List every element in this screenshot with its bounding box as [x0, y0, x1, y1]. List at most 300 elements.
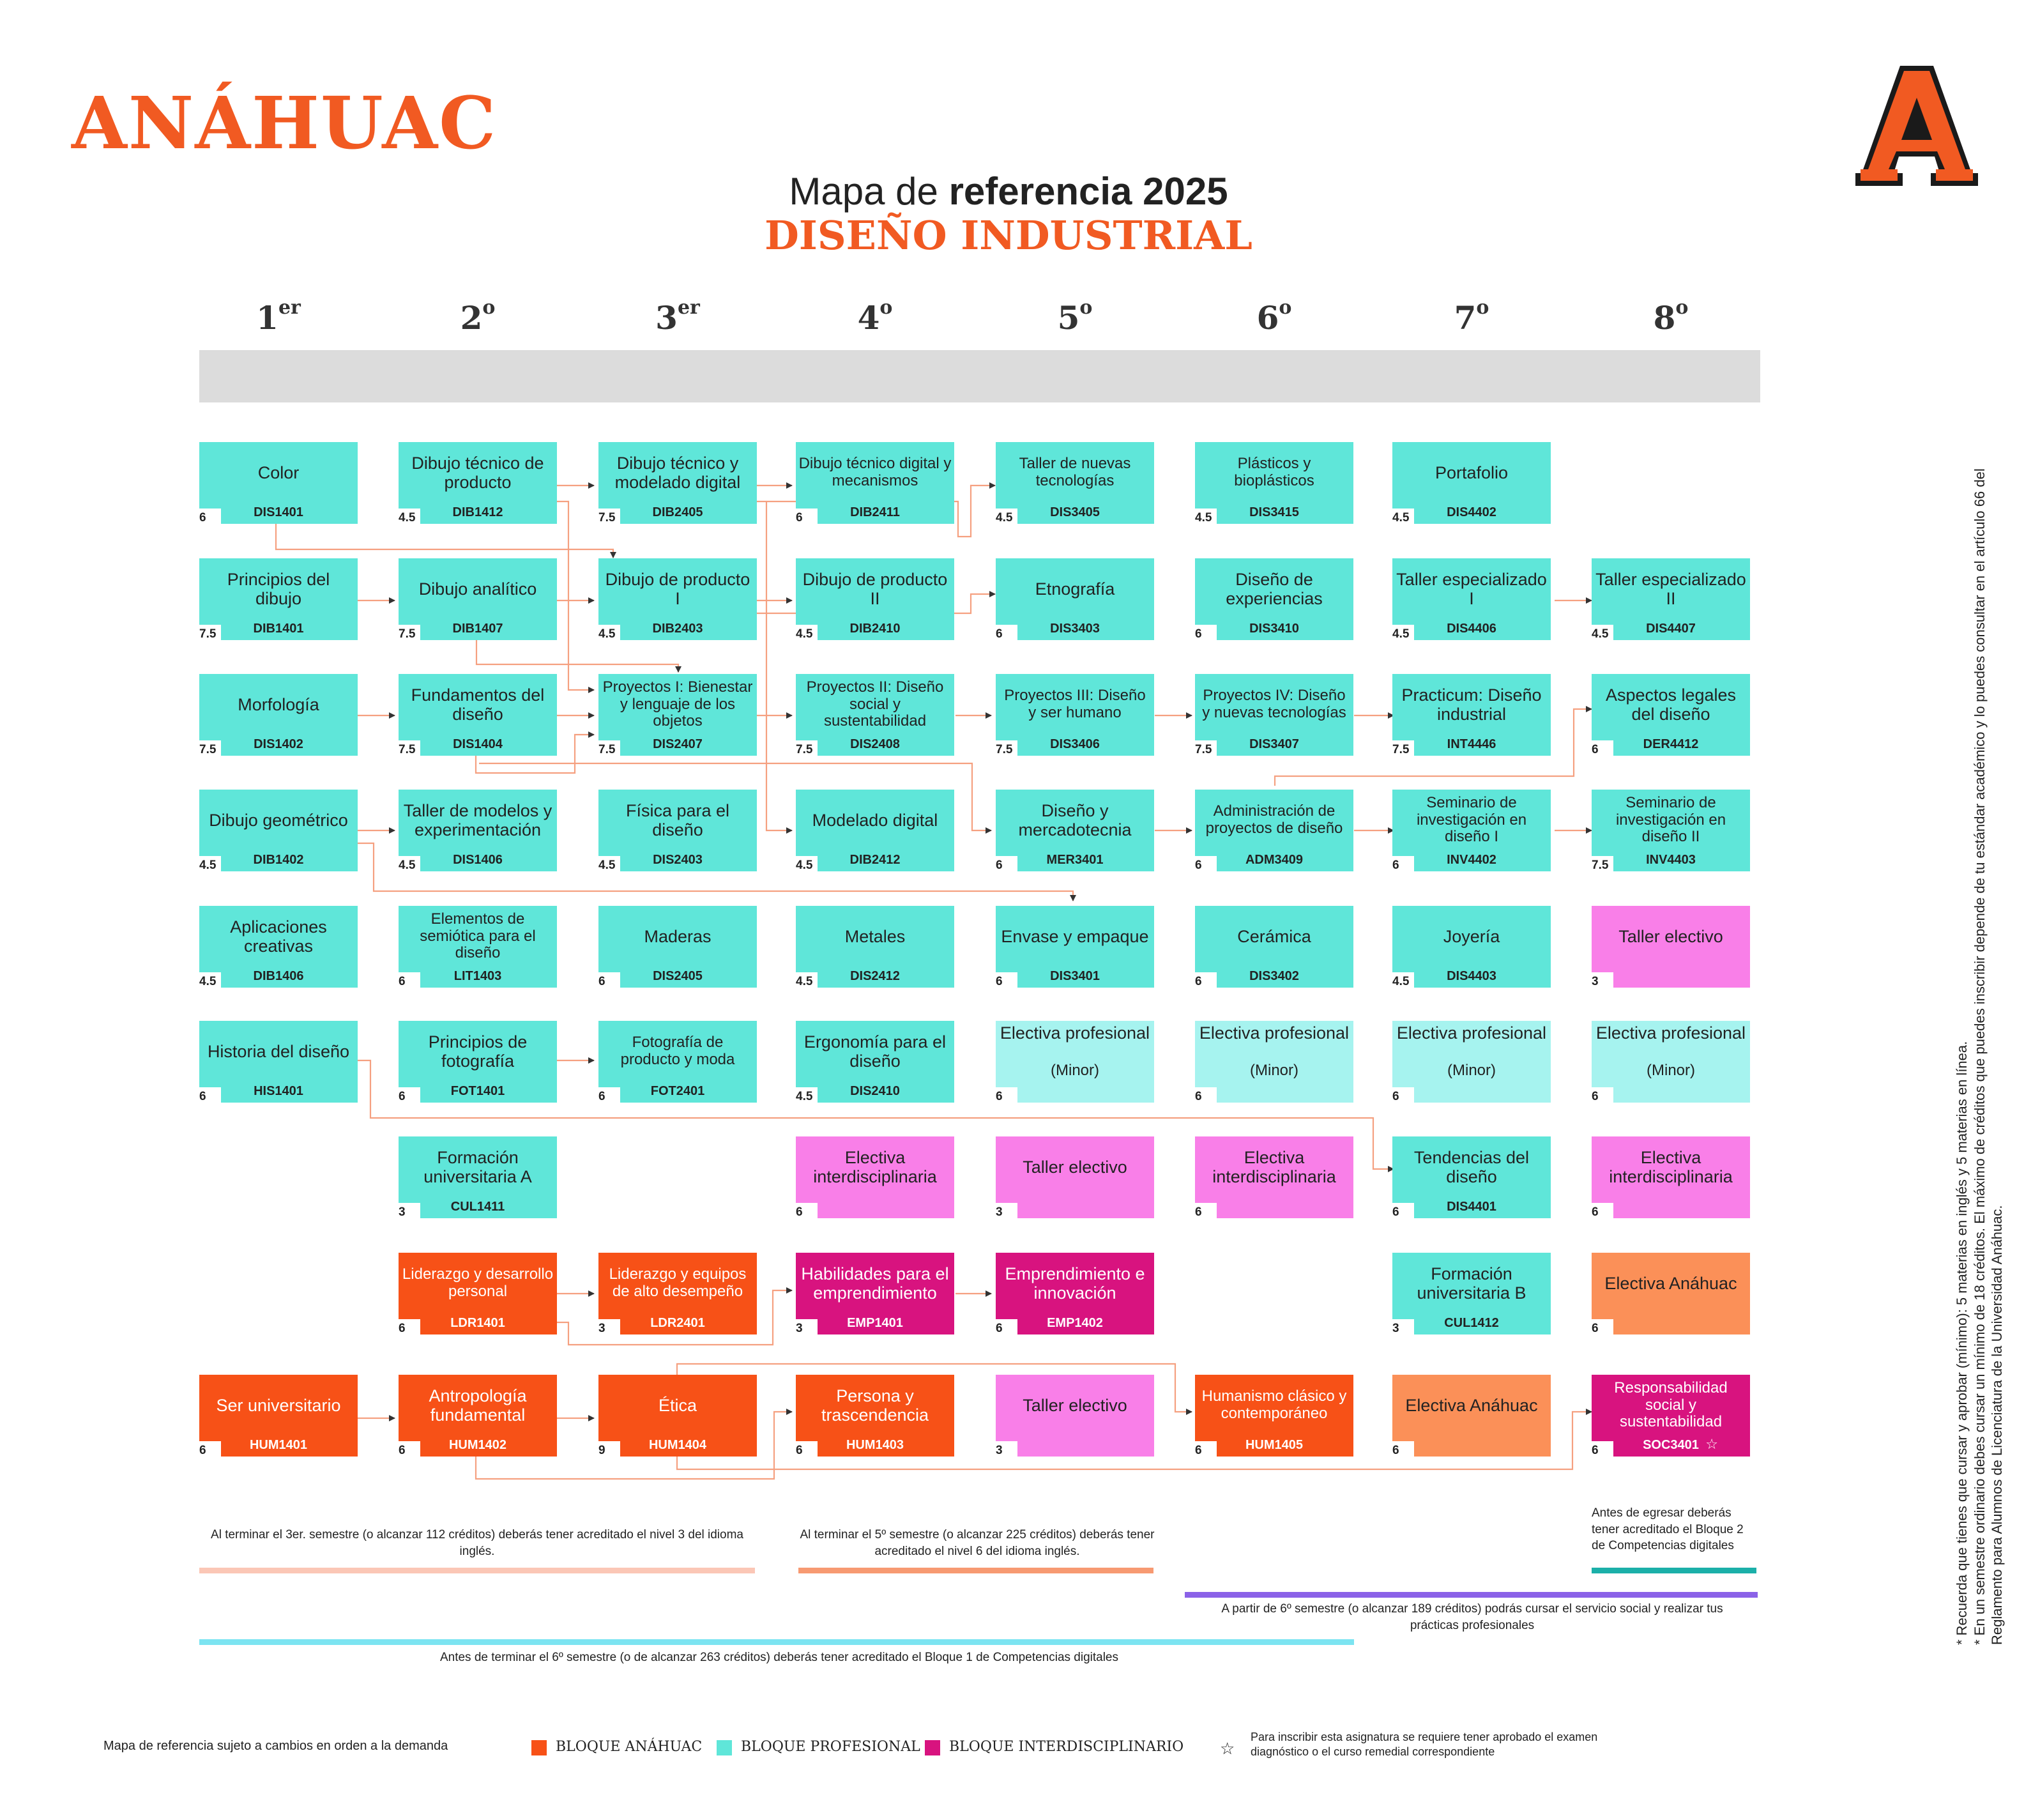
semester-number-value: 7 [1454, 299, 1477, 337]
semester-ordinal: er [278, 296, 301, 319]
course-card[interactable] [796, 1253, 954, 1334]
legend-interdisciplinario [925, 1739, 1184, 1755]
course-name-text: Maderas [644, 926, 712, 946]
course-credits: 4.5 [397, 856, 420, 875]
course-credits: 6 [1590, 1319, 1613, 1338]
course-credits: 4.5 [795, 1087, 818, 1106]
course-card[interactable] [598, 674, 757, 756]
course-name-text: Electiva Anáhuac [1604, 1273, 1737, 1293]
course-credits: 3 [597, 1319, 620, 1338]
course-code: INV4403 [1646, 853, 1696, 867]
connector [766, 501, 792, 830]
course-name [1594, 558, 1747, 620]
course-code: INT4446 [1447, 737, 1496, 751]
course-credits: 4.5 [198, 972, 221, 991]
course-credits: 3 [994, 1203, 1017, 1222]
course-credits: 7.5 [597, 509, 620, 528]
course-code: DIB1401 [253, 622, 304, 636]
course-name-text: Liderazgo y equipos de alto desempeño [609, 1266, 747, 1300]
course-name-text: Practicum: Diseño industrial [1401, 685, 1542, 724]
course-code: DIS3402 [1249, 969, 1299, 983]
course-card[interactable] [1592, 558, 1750, 640]
legend-anahuac-label: BLOQUE ANÁHUAC [556, 1739, 703, 1755]
course-code: DIS1406 [453, 853, 503, 867]
course-name-text: Taller de modelos y experimentación [403, 800, 552, 839]
course-credits: 4.5 [198, 856, 221, 875]
course-name [1198, 1136, 1351, 1198]
course-credits: 7.5 [1590, 856, 1613, 875]
course-name-text: Formación universitaria B [1417, 1264, 1526, 1303]
course-card[interactable] [199, 790, 358, 871]
course-card[interactable] [1592, 906, 1750, 988]
course-card[interactable] [796, 906, 954, 988]
course-code: DIS2405 [653, 969, 703, 983]
side-note-line: * En un semestre ordinario debes cursar un mínimo de 18 créditos. El máximo de créditos que puedes inscribir depende de tu estándar académico y lo puedes consultar en el artículo 66 del [1971, 468, 1988, 1645]
title-bold: referencia 2025 [948, 170, 1228, 213]
course-code: FOT1401 [450, 1084, 505, 1098]
course-code: DIS4407 [1646, 622, 1696, 636]
course-name-text: Plásticos y bioplásticos [1234, 455, 1314, 489]
course-card[interactable] [399, 442, 557, 524]
course-name-text: Taller especializado I [1396, 569, 1547, 608]
course-name-text: Taller especializado II [1595, 569, 1746, 608]
course-card[interactable] [996, 558, 1154, 640]
course-name [601, 1021, 754, 1082]
semester-number-value: 8 [1653, 299, 1676, 337]
course-name-text: Electiva profesional [1199, 1023, 1350, 1043]
course-name [1198, 558, 1351, 620]
course-card[interactable] [199, 1375, 358, 1457]
course-card[interactable] [399, 558, 557, 640]
course-name-text: Electiva interdisciplinaria [813, 1147, 937, 1186]
title-prefix: Mapa de [789, 170, 949, 213]
course-name-text: Formación universitaria A [423, 1147, 532, 1186]
course-name [998, 1021, 1152, 1082]
course-name-text: Dibujo geométrico [209, 810, 348, 830]
course-card[interactable] [1592, 1021, 1750, 1103]
course-card[interactable] [598, 906, 757, 988]
course-name-text: Ética [658, 1395, 697, 1415]
course-name-text: Dibujo de producto I [605, 569, 750, 608]
course-name-text: Etnografía [1035, 579, 1115, 599]
course-credits: 7.5 [994, 740, 1017, 760]
course-credits: 6 [795, 1441, 818, 1460]
course-name [401, 906, 554, 967]
course-card[interactable] [1592, 1253, 1750, 1334]
course-card[interactable] [796, 1021, 954, 1103]
course-credits: 7.5 [1194, 740, 1217, 760]
legend-profesional-label: BLOQUE PROFESIONAL [741, 1739, 920, 1755]
course-card[interactable] [1195, 1021, 1353, 1103]
semester-number-value: 6 [1256, 299, 1279, 337]
course-card[interactable] [598, 790, 757, 871]
course-name [1395, 674, 1548, 735]
course-name [601, 558, 754, 620]
course-name-text: Proyectos IV: Diseño y nuevas tecnologías [1202, 687, 1346, 721]
course-card[interactable] [1195, 558, 1353, 640]
semester-ordinal: o [1279, 296, 1292, 319]
course-name-text: Humanismo clásico y contemporáneo [1201, 1388, 1347, 1422]
course-code: EMP1401 [847, 1316, 903, 1330]
course-name-text: Fotografía de producto y moda [620, 1034, 735, 1068]
course-name [1198, 442, 1351, 503]
course-name-text: Portafolio [1435, 463, 1509, 482]
course-name-text: Liderazgo y desarrollo personal [402, 1266, 554, 1300]
digital-block2-bar [1592, 1568, 1756, 1573]
course-name-text: Elementos de semiótica para el diseño [420, 910, 536, 962]
course-name [401, 790, 554, 851]
course-card[interactable] [1195, 1375, 1353, 1457]
course-card[interactable] [598, 442, 757, 524]
course-code: HUM1402 [448, 1438, 507, 1452]
english-level6-bar [798, 1568, 1153, 1573]
course-name [998, 558, 1152, 620]
course-credits: 6 [1391, 1203, 1414, 1222]
course-credits: 6 [397, 1319, 420, 1338]
course-name-text: Proyectos I: Bienestar y lenguaje de los objetos [602, 678, 753, 730]
course-card[interactable] [1592, 674, 1750, 756]
course-card[interactable] [598, 558, 757, 640]
course-code: SOC3401 [1643, 1438, 1699, 1452]
course-name-text: Historia del diseño [207, 1041, 350, 1061]
course-code: DIB2403 [652, 622, 703, 636]
legend-swatch [717, 1740, 732, 1755]
course-card[interactable] [598, 1021, 757, 1103]
course-name [601, 1375, 754, 1436]
legend-profesional [717, 1739, 920, 1755]
course-code: DIS3403 [1050, 622, 1100, 636]
course-name [601, 1253, 754, 1314]
course-credits: 4.5 [795, 625, 818, 644]
course-name [401, 1253, 554, 1314]
course-name-text: Tendencias del diseño [1413, 1147, 1530, 1186]
course-name [1594, 1253, 1747, 1314]
course-credits: 4.5 [1391, 509, 1414, 528]
course-credits: 4.5 [994, 509, 1017, 528]
course-name [998, 1136, 1152, 1198]
course-name [202, 1021, 355, 1082]
course-card[interactable] [996, 1136, 1154, 1218]
course-card[interactable] [996, 1375, 1154, 1457]
course-credits: 4.5 [1590, 625, 1613, 644]
course-credits: 6 [1194, 856, 1217, 875]
course-name [798, 558, 952, 620]
legend-disclaimer: Mapa de referencia sujeto a cambios en orden a la demanda [103, 1739, 448, 1753]
course-name-text: Persona y trascendencia [821, 1386, 929, 1425]
course-name [1395, 1253, 1548, 1314]
course-credits: 7.5 [397, 740, 420, 760]
course-code: DIS4403 [1447, 969, 1496, 983]
course-card[interactable] [1392, 1136, 1551, 1218]
course-name-text: Diseño de experiencias [1226, 569, 1323, 608]
course-credits: 6 [397, 1087, 420, 1106]
course-name-text: Electiva profesional [1000, 1023, 1150, 1043]
course-credits: 4.5 [1391, 972, 1414, 991]
course-name-text: Electiva profesional [1396, 1023, 1547, 1043]
course-credits: 7.5 [795, 740, 818, 760]
course-credits: 4.5 [795, 856, 818, 875]
course-credits: 7.5 [597, 740, 620, 760]
course-card[interactable] [199, 442, 358, 524]
course-name-text: Dibujo analítico [418, 579, 537, 599]
course-name [998, 906, 1152, 967]
course-card[interactable] [996, 674, 1154, 756]
course-code: DIS3407 [1249, 737, 1299, 751]
course-code: LIT1403 [453, 969, 502, 983]
course-name [998, 1375, 1152, 1436]
course-credits: 6 [994, 1087, 1017, 1106]
social-service-bar [1185, 1592, 1758, 1598]
course-card[interactable] [1392, 906, 1551, 988]
course-code: ADM3409 [1245, 853, 1304, 867]
course-credits: 6 [795, 509, 818, 528]
course-credits: 6 [198, 1087, 221, 1106]
course-credits: 7.5 [198, 625, 221, 644]
course-card[interactable] [1392, 674, 1551, 756]
course-name [1395, 1375, 1548, 1436]
course-name [202, 674, 355, 735]
course-card[interactable] [1392, 1375, 1551, 1457]
course-credits: 6 [994, 1319, 1017, 1338]
course-card[interactable] [1392, 442, 1551, 524]
course-credits: 6 [1391, 1441, 1414, 1460]
course-code: DIS3405 [1050, 505, 1100, 519]
course-code: DIS3401 [1050, 969, 1100, 983]
course-code: DIB1402 [253, 853, 304, 867]
star-icon: ☆ [1705, 1436, 1718, 1452]
course-card[interactable] [1392, 1253, 1551, 1334]
course-credits: 6 [198, 509, 221, 528]
course-code: DIS3415 [1249, 505, 1299, 519]
semester-number-value: 1 [256, 299, 278, 337]
course-card[interactable] [796, 790, 954, 871]
course-credits: 6 [1194, 1203, 1217, 1222]
course-card[interactable] [996, 790, 1154, 871]
english-level6-note: Al terminar el 5º semestre (o alcanzar 225 créditos) deberás tener acreditado el nivel 6 del idioma inglés. [800, 1528, 1155, 1558]
course-credits: 4.5 [397, 509, 420, 528]
course-credits: 4.5 [597, 625, 620, 644]
course-card[interactable] [796, 674, 954, 756]
course-credits: 6 [795, 1203, 818, 1222]
semester-ordinal: o [1476, 296, 1489, 319]
course-credits: 6 [1194, 1087, 1217, 1106]
course-code: DIS4406 [1447, 622, 1496, 636]
connector [557, 501, 594, 690]
course-card[interactable] [796, 442, 954, 524]
course-card[interactable] [399, 1021, 557, 1103]
course-name-text: Antropología fundamental [429, 1386, 527, 1425]
course-name-text: Principios del dibujo [227, 569, 330, 608]
course-credits: 6 [1391, 1087, 1414, 1106]
course-card[interactable] [1195, 674, 1353, 756]
course-name [601, 906, 754, 967]
course-card[interactable] [996, 906, 1154, 988]
course-name [1198, 790, 1351, 851]
course-name-text: Taller electivo [1023, 1157, 1127, 1177]
legend-swatch [531, 1740, 547, 1755]
course-credits: 4.5 [1194, 509, 1217, 528]
semester-number-value: 2 [460, 299, 483, 337]
course-name [1594, 1375, 1747, 1436]
course-name [998, 674, 1152, 735]
course-credits: 6 [597, 972, 620, 991]
course-code: HUM1404 [648, 1438, 707, 1452]
course-card[interactable] [199, 674, 358, 756]
course-card[interactable] [1592, 790, 1750, 871]
course-code: DIB2411 [850, 505, 900, 519]
course-credits: 6 [1391, 856, 1414, 875]
course-credits: 6 [1590, 1203, 1613, 1222]
course-card[interactable] [399, 1253, 557, 1334]
course-name [798, 1253, 952, 1314]
program-title: DISEÑO INDUSTRIAL [765, 212, 1252, 259]
course-code: CUL1411 [450, 1200, 505, 1214]
course-name-text: Electiva profesional [1595, 1023, 1746, 1043]
course-name [401, 442, 554, 503]
course-card[interactable] [399, 674, 557, 756]
semester-number-value: 5 [1057, 299, 1080, 337]
course-card[interactable] [996, 442, 1154, 524]
course-card[interactable] [199, 906, 358, 988]
course-name [601, 790, 754, 851]
course-credits: 7.5 [397, 625, 420, 644]
side-note-line: Reglamento para Alumnos de Licenciatura de la Universidad Anáhuac. [1989, 1205, 2005, 1645]
course-code: DIS2412 [850, 969, 900, 983]
course-name-text: Taller electivo [1618, 926, 1723, 946]
course-name-text: Administración de proyectos de diseño [1205, 802, 1343, 837]
course-card[interactable] [598, 1253, 757, 1334]
course-name-text: Electiva Anáhuac [1405, 1395, 1538, 1415]
course-card[interactable] [399, 790, 557, 871]
course-card[interactable] [1195, 906, 1353, 988]
course-card[interactable] [1592, 1136, 1750, 1218]
course-name [798, 906, 952, 967]
course-name-text: Diseño y mercadotecnia [1018, 800, 1132, 839]
course-name [1395, 1021, 1548, 1082]
course-name [401, 1136, 554, 1198]
course-card[interactable] [199, 558, 358, 640]
semester-ordinal: o [879, 296, 893, 319]
course-card[interactable] [399, 1136, 557, 1218]
digital-block1-note: Antes de terminar el 6º semestre (o de alcanzar 263 créditos) deberás tener acreditado el Bloque 1 de Competencias digitales [439, 1651, 1119, 1664]
course-card[interactable] [1195, 790, 1353, 871]
digital-block2-note: Antes de egresar deberás tener acreditado el Bloque 2 de Competencias digitales [1592, 1506, 1744, 1553]
course-code: DIS3410 [1249, 622, 1299, 636]
course-card[interactable] [598, 1375, 757, 1457]
course-credits: 3 [1590, 972, 1613, 991]
course-card[interactable] [1392, 790, 1551, 871]
course-name [1594, 790, 1747, 851]
side-notes [1953, 468, 2006, 1645]
semester-ordinal: o [1675, 296, 1689, 319]
course-name-text: Seminario de investigación en diseño II [1615, 793, 1726, 846]
course-credits: 6 [1590, 740, 1613, 760]
course-credits: 3 [994, 1441, 1017, 1460]
course-code: DIB1406 [253, 969, 304, 983]
course-name-text: Fundamentos del diseño [411, 685, 545, 724]
course-code: DIB2405 [652, 505, 703, 519]
course-name [1395, 790, 1548, 851]
course-name [1395, 558, 1548, 620]
course-code: HUM1403 [846, 1438, 904, 1452]
course-name-text: Modelado digital [812, 810, 938, 830]
course-name-text: Joyería [1443, 926, 1500, 946]
course-code: DIB1407 [452, 622, 503, 636]
course-name [1594, 1136, 1747, 1198]
course-code: DIS2410 [850, 1084, 900, 1098]
course-credits: 6 [597, 1087, 620, 1106]
course-name [798, 1375, 952, 1436]
course-name-text: Dibujo técnico digital y mecanismos [798, 455, 952, 489]
course-credits: 6 [198, 1441, 221, 1460]
course-credits: 6 [994, 625, 1017, 644]
course-name-text: Dibujo técnico de producto [411, 453, 544, 492]
course-minor-tag: (Minor) [1447, 1061, 1496, 1079]
course-credits: 6 [397, 1441, 420, 1460]
course-name [1198, 906, 1351, 967]
course-card[interactable] [1392, 558, 1551, 640]
course-name [798, 1021, 952, 1082]
course-code: INV4402 [1447, 853, 1496, 867]
course-minor-tag: (Minor) [1250, 1061, 1298, 1079]
course-name-text: Dibujo de producto II [802, 569, 948, 608]
course-code: DIS3406 [1050, 737, 1100, 751]
course-credits: 3 [1391, 1319, 1414, 1338]
course-card[interactable] [996, 1253, 1154, 1334]
course-card[interactable] [1592, 1375, 1750, 1457]
course-name [1198, 1375, 1351, 1436]
course-card[interactable] [199, 1021, 358, 1103]
legend-swatch [925, 1740, 940, 1755]
course-card[interactable] [996, 1021, 1154, 1103]
course-card[interactable] [1195, 442, 1353, 524]
connector [276, 523, 613, 558]
course-name [798, 790, 952, 851]
semester-number-value: 3 [655, 299, 678, 337]
course-code: MER3401 [1046, 853, 1104, 867]
course-name [1395, 442, 1548, 503]
course-code: DIS1404 [453, 737, 503, 751]
course-credits: 4.5 [795, 972, 818, 991]
course-credits: 6 [994, 856, 1017, 875]
course-name [202, 906, 355, 967]
semester-ordinal: o [1079, 296, 1093, 319]
course-card[interactable] [399, 1375, 557, 1457]
course-name [1594, 674, 1747, 735]
course-card[interactable] [796, 558, 954, 640]
course-card[interactable] [1195, 1136, 1353, 1218]
course-name [401, 1375, 554, 1436]
course-code: DIS4401 [1447, 1200, 1496, 1214]
course-name [401, 674, 554, 735]
course-name-text: Aspectos legales del diseño [1605, 685, 1737, 724]
course-credits: 3 [795, 1319, 818, 1338]
legend-star-note: Para inscribir esta asignatura se requiere tener aprobado el examen diagnóstico o el curso remedial correspondiente [1251, 1731, 1598, 1758]
course-card[interactable] [1392, 1021, 1551, 1103]
course-name [798, 1136, 952, 1198]
course-code: LDR2401 [650, 1316, 705, 1330]
course-card[interactable] [796, 1375, 954, 1457]
course-card[interactable] [796, 1136, 954, 1218]
course-name [202, 790, 355, 851]
course-name-text: Emprendimiento e innovación [1005, 1264, 1145, 1303]
course-name [1198, 674, 1351, 735]
course-code: HUM1401 [249, 1438, 308, 1452]
course-credits: 3 [397, 1203, 420, 1222]
course-name [1395, 906, 1548, 967]
course-name [202, 558, 355, 620]
course-card[interactable] [399, 906, 557, 988]
